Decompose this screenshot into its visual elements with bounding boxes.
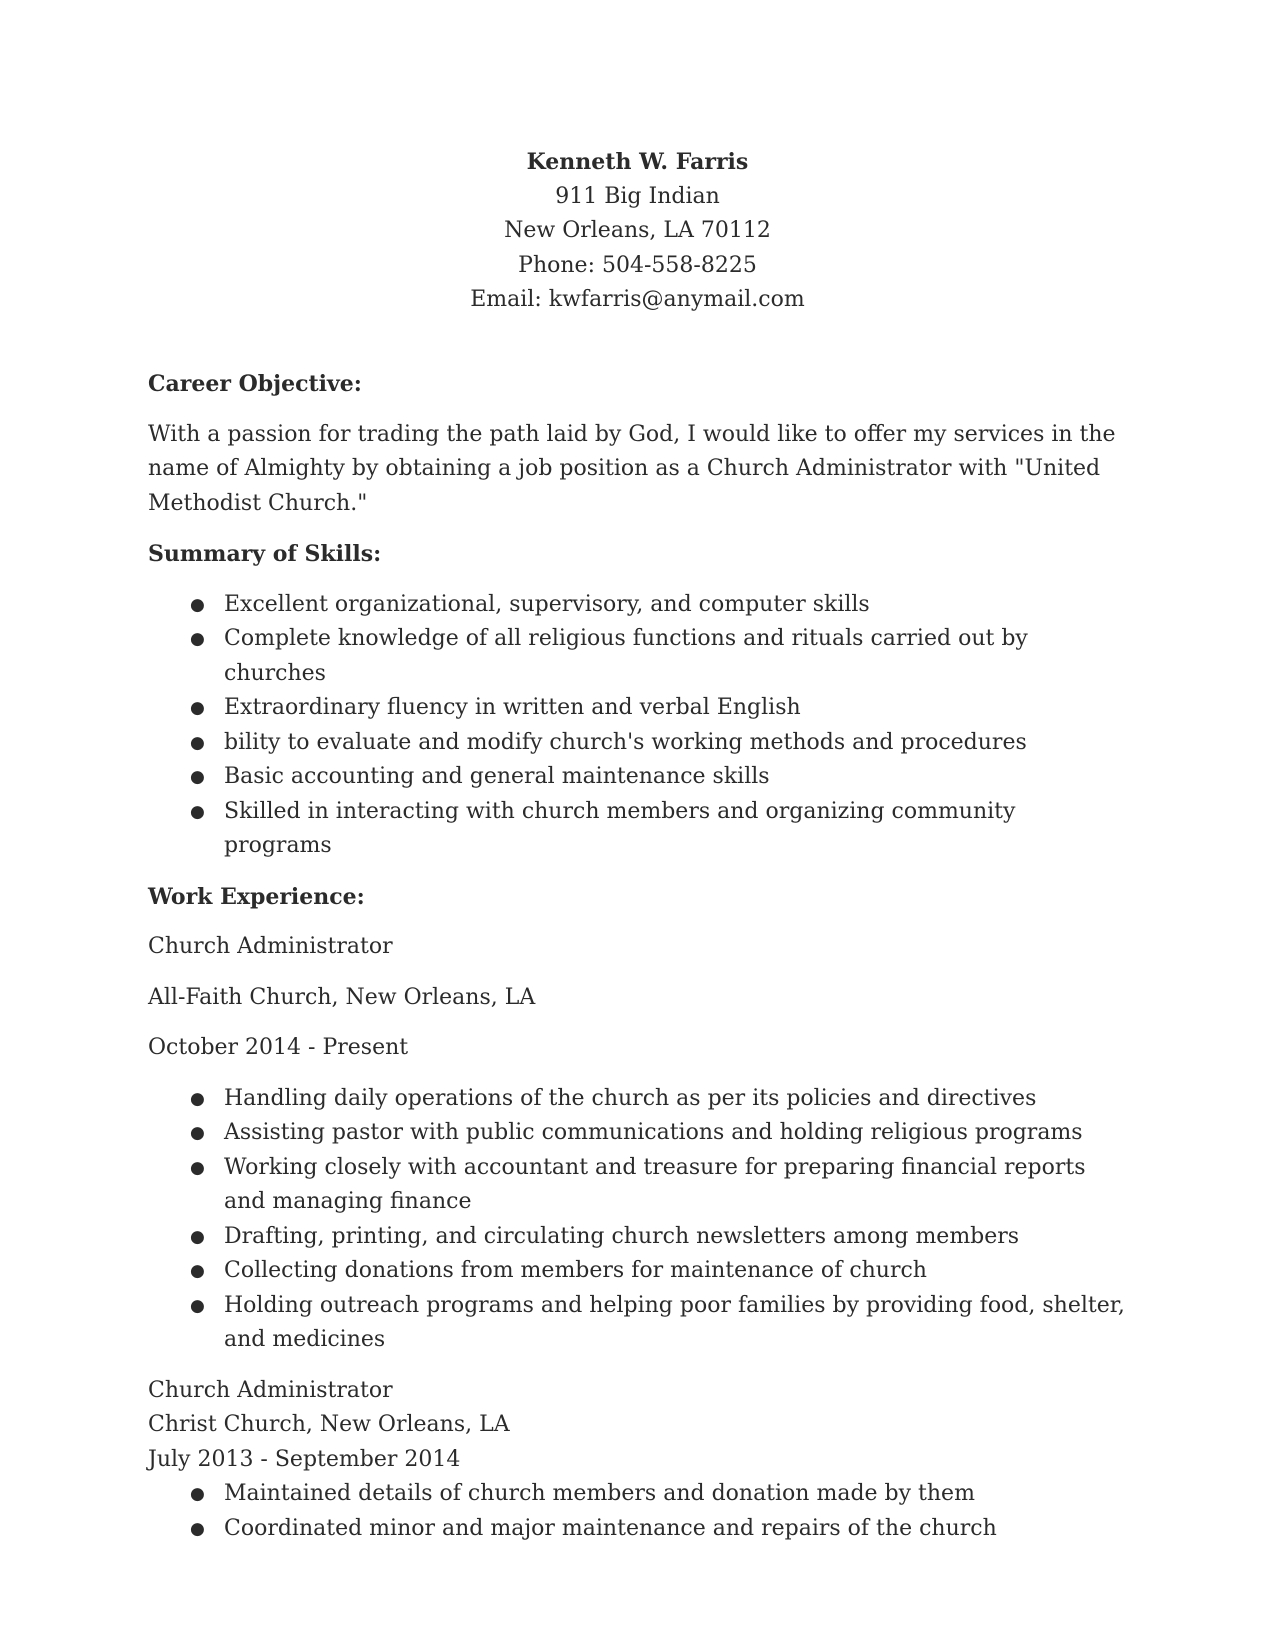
skill-text: Complete knowledge of all religious functions and rituals carried out by churches (224, 626, 1028, 686)
duty-item (148, 1254, 1128, 1289)
skills-heading: Summary of Skills: (148, 541, 382, 567)
contact-header (0, 145, 1275, 318)
skill-text: bility to evaluate and modify church's working methods and procedures (224, 729, 1027, 755)
duty-text: Coordinated minor and major maintenance and repairs of the church (224, 1515, 997, 1541)
duty-item (148, 1289, 1128, 1358)
skill-item (148, 622, 1128, 691)
email-line: Email: kwfarris@anymail.com (470, 287, 805, 312)
candidate-name: Kenneth W. Farris (526, 149, 749, 175)
skill-item (148, 691, 1128, 726)
duty-item (148, 1082, 1128, 1117)
duty-item (148, 1151, 1128, 1220)
bullet-icon: ● (190, 1088, 205, 1109)
bullet-icon: ● (190, 1226, 205, 1247)
skill-text: Extraordinary fluency in written and verbal English (224, 695, 801, 720)
duty-text: Drafting, printing, and circulating church newsletters among members (224, 1223, 1020, 1249)
duty-text: Collecting donations from members for maintenance of church (224, 1258, 927, 1283)
phone-line: Phone: 504-558-8225 (518, 252, 757, 278)
bullet-icon: ● (190, 1518, 205, 1539)
duty-text: Working closely with accountant and treasure for preparing financial reports and managing finance (224, 1154, 1086, 1214)
skill-item (148, 726, 1128, 761)
bullet-icon: ● (190, 1484, 205, 1504)
job-2-dates: July 2013 - September 2014 (148, 1446, 461, 1472)
job-2-employer: Christ Church, New Orleans, LA (148, 1412, 510, 1437)
bullet-icon: ● (190, 767, 205, 787)
job-2-title: Church Administrator (148, 1377, 393, 1403)
skill-text: Basic accounting and general maintenance skills (224, 764, 770, 789)
job-2-duties (148, 1477, 1128, 1546)
duty-item (148, 1512, 1128, 1547)
job-1-employer: All-Faith Church, New Orleans, LA (148, 984, 536, 1010)
duty-text: Handling daily operations of the church as per its policies and directives (224, 1085, 1037, 1111)
bullet-icon: ● (190, 594, 205, 615)
duty-item (148, 1220, 1128, 1255)
job-1-duties (148, 1082, 1128, 1358)
duty-text: Holding outreach programs and helping poor families by providing food, shelter, and medicines (224, 1292, 1125, 1352)
address-line-2: New Orleans, LA 70112 (504, 218, 771, 243)
job-1-dates: October 2014 - Present (148, 1035, 409, 1060)
duty-item (148, 1477, 1128, 1512)
address-line-1: 911 Big Indian (555, 183, 720, 209)
skill-item (148, 795, 1128, 864)
bullet-icon: ● (190, 732, 205, 753)
objective-heading: Career Objective: (148, 371, 362, 397)
resume-body (148, 367, 1128, 1562)
objective-text: With a passion for trading the path laid by God, I would like to offer my services in the name of Almighty by obtaining a job position as a Church Administrator with "United Methodist Church." (148, 421, 1116, 516)
bullet-icon: ● (190, 1295, 205, 1316)
duty-text: Assisting pastor with public communications and holding religious programs (224, 1120, 1083, 1145)
bullet-icon: ● (190, 698, 205, 718)
skill-item (148, 760, 1128, 795)
experience-heading: Work Experience: (148, 883, 365, 910)
bullet-icon: ● (190, 629, 205, 649)
duty-text: Maintained details of church members and donation made by them (224, 1481, 975, 1506)
duty-item (148, 1116, 1128, 1151)
skill-text: Skilled in interacting with church members and organizing community programs (224, 798, 1016, 858)
bullet-icon: ● (190, 1261, 205, 1281)
bullet-icon: ● (190, 1157, 205, 1178)
job-1-title: Church Administrator (148, 934, 393, 959)
bullet-icon: ● (190, 801, 205, 822)
skill-text: Excellent organizational, supervisory, and computer skills (224, 591, 870, 617)
bullet-icon: ● (190, 1123, 205, 1143)
skills-list (148, 588, 1128, 864)
skill-item (148, 588, 1128, 623)
